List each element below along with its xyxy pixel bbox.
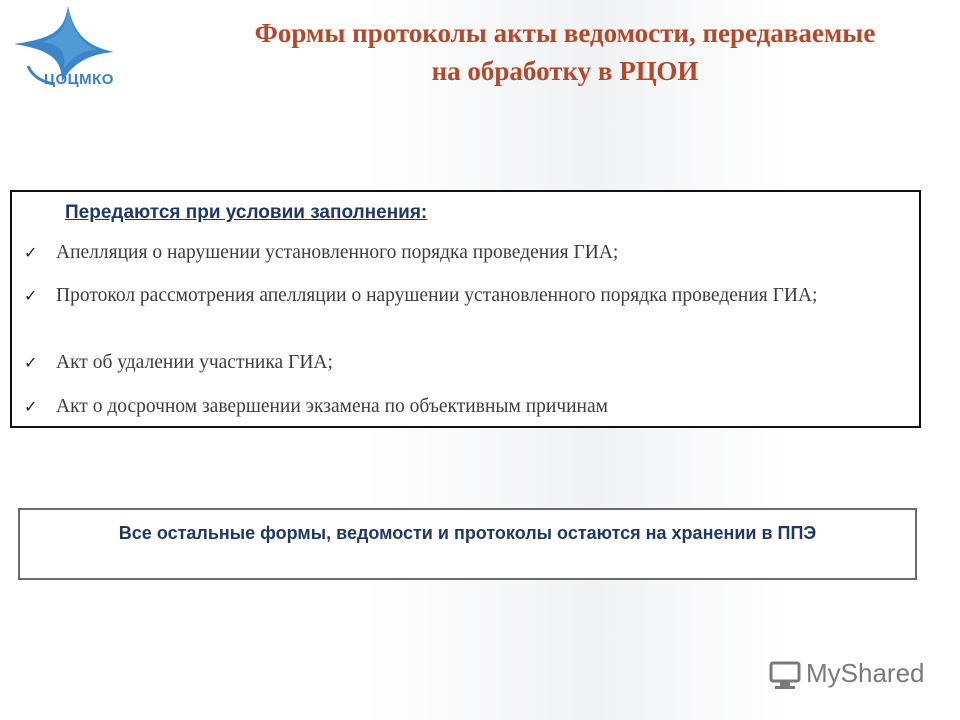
storage-note-text: Все остальные формы, ведомости и протоколы остаются на хранении в ППЭ [118,523,817,543]
list-item-text: Акт об удалении участника ГИА; [56,352,333,373]
computer-icon [768,658,802,692]
storage-note-box [18,508,917,580]
logo-text: ЦОЦМКО [44,71,114,88]
list-item-text: Протокол рассмотрения апелляции о нарушении установленного порядка проведения ГИА; [56,285,818,306]
list-item [20,281,910,311]
check-icon: ✓ [24,397,38,416]
slide-title: Формы протоколы акты ведомости, передаваемые на обработку в РЦОИ [254,18,876,86]
list-item-text: Акт о досрочном завершении экзамена по объективным причинам [56,396,608,417]
check-icon: ✓ [24,286,38,305]
check-icon: ✓ [24,243,38,262]
watermark-text: MyShared [806,658,925,688]
watermark [766,656,936,696]
box-heading: Передаются при условии заполнения: [65,202,428,223]
check-icon: ✓ [24,353,38,372]
list-item-text: Апелляция о нарушении установленного порядка проведения ГИА; [56,242,619,263]
organization-logo [2,2,128,102]
transfer-conditions-box [10,190,921,428]
list-item [20,348,910,378]
list-item [20,392,910,422]
list-item [20,238,910,268]
